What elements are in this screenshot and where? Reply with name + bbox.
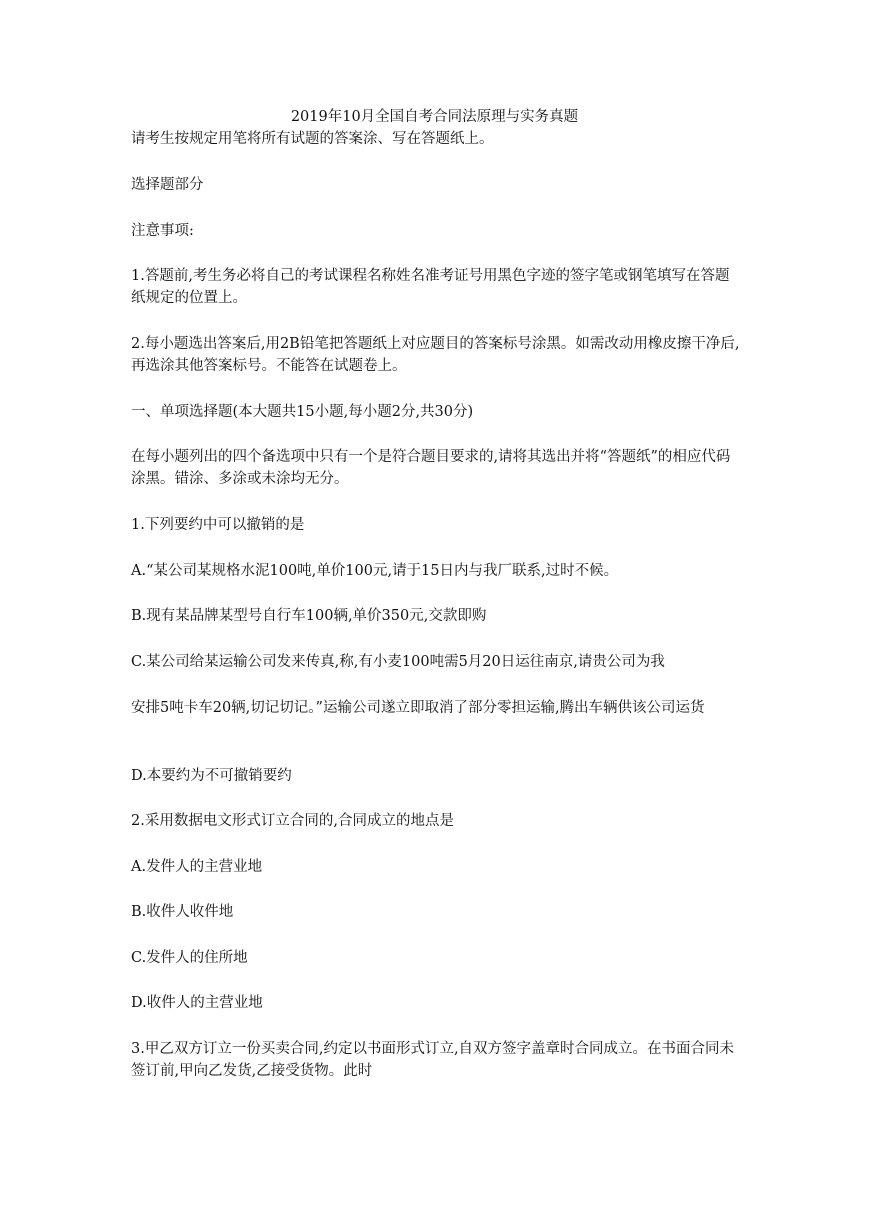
question-2-option-c: C.发件人的住所地 [131, 950, 248, 966]
question-1-option-c-continued: 安排5吨卡车20辆,切记切记。”运输公司遂立即取消了部分零担运输,腾出车辆供该公司运货 [131, 700, 705, 716]
intro-text: 请考生按规定用笔将所有试题的答案涂、写在答题纸上。 [131, 131, 494, 147]
part-1-instructions: 在每小题列出的四个备选项中只有一个是符合题目要求的,请将其选出并将“答题纸”的相应代码涂黑。错涂、多涂或未涂均无分。 [131, 449, 731, 487]
question-2-option-d: D.收件人的主营业地 [131, 995, 263, 1011]
question-1-option-b: B.现有某品牌某型号自行车100辆,单价350元,交款即购 [131, 608, 487, 624]
section-label: 选择题部分 [131, 177, 204, 193]
question-1-stem: 1.下列要约中可以撤销的是 [131, 517, 305, 533]
notice-item-2: 2.每小题选出答案后,用2B铅笔把答题纸上对应题目的答案标号涂黑。如需改动用橡皮擦干净后,再选涂其他答案标号。不能答在试题卷上。 [131, 336, 740, 374]
question-1-option-c: C.某公司给某运输公司发来传真,称,有小麦100吨需5月20日运往南京,请贵公司为我 [131, 654, 665, 670]
notice-item-1: 1.答题前,考生务必将自己的考试课程名称姓名准考证号用黑色字迹的签字笔或钢笔填写在答题纸规定的位置上。 [131, 268, 730, 306]
question-2-option-a: A.发件人的主营业地 [131, 859, 263, 875]
question-2-stem: 2.采用数据电文形式订立合同的,合同成立的地点是 [131, 813, 454, 829]
part-1-heading: 一、单项选择题(本大题共15小题,每小题2分,共30分) [131, 404, 474, 420]
question-2-option-b: B.收件人收件地 [131, 904, 234, 920]
document-title: 2019年10月全国自考合同法原理与实务真题 [290, 109, 579, 125]
question-3-stem: 3.甲乙双方订立一份买卖合同,约定以书面形式订立,自双方签字盖章时合同成立。在书面合同未签订前,甲向乙发货,乙接受货物。此时 [131, 1041, 735, 1079]
question-1-option-a: A.“某公司某规格水泥100吨,单价100元,请于15日内与我厂联系,过时不候。 [131, 563, 619, 579]
question-1-option-d: D.本要约为不可撤销要约 [131, 768, 292, 784]
notice-heading: 注意事项: [131, 223, 194, 239]
